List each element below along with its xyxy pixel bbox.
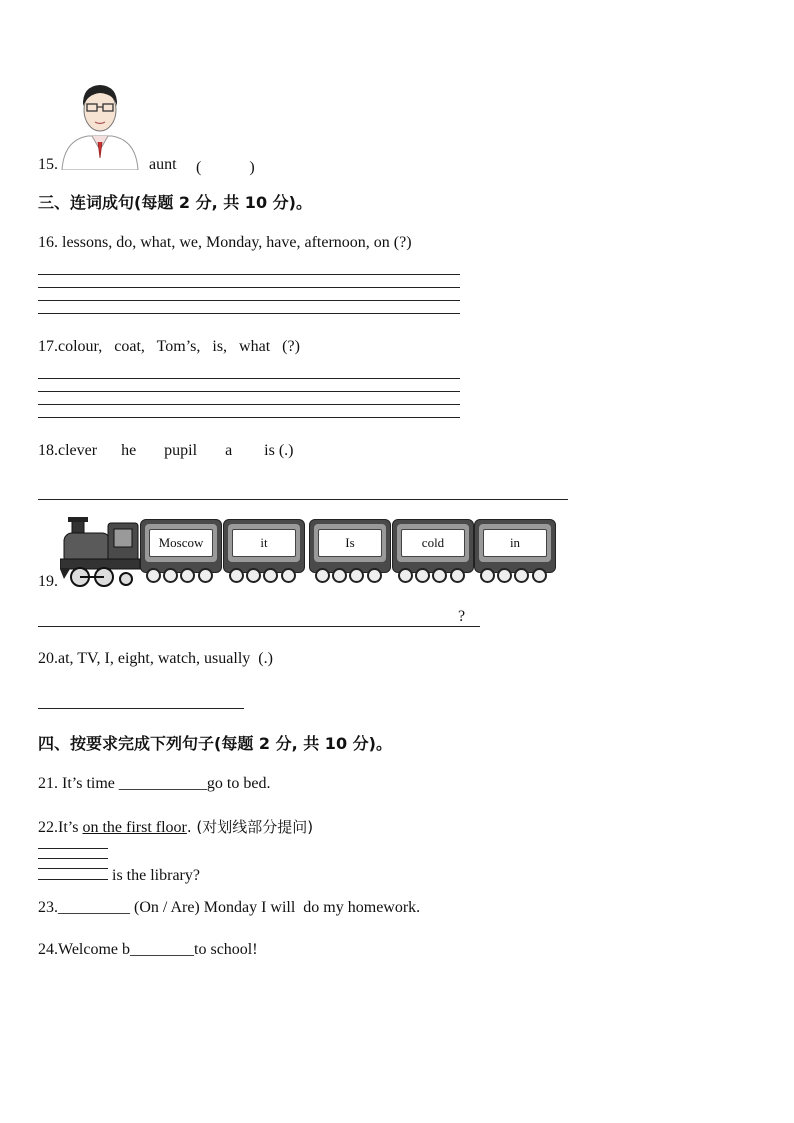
q16-answer-line[interactable] (38, 300, 460, 301)
q16-answer-line[interactable] (38, 274, 460, 275)
q17-answer-line[interactable] (38, 404, 460, 405)
q19-question-mark: ? (458, 608, 466, 625)
q15-answer-paren[interactable]: ( ) (196, 159, 255, 176)
q22-answer-line[interactable] (38, 879, 108, 880)
section-4-title: 四、按要求完成下列句子(每题 2 分, 共 10 分)。 (38, 734, 392, 753)
q21-blank[interactable]: ___________ (118, 775, 207, 792)
q23-text: 23._________ (On / Are) Monday I will do my homework. (38, 899, 421, 916)
q19-answer-line[interactable] (38, 626, 480, 627)
section-3-title: 三、连词成句(每题 2 分, 共 10 分)。 (38, 193, 312, 212)
q20-answer-line[interactable] (38, 708, 244, 709)
train-car-word: in (483, 529, 547, 557)
train-car-word: cold (401, 529, 465, 557)
q19-number: 19. (38, 573, 58, 590)
q17-text: 17.colour, coat, Tom’s, is, what (?) (38, 338, 300, 355)
locomotive-icon (60, 517, 142, 589)
q20-text: 20.at, TV, I, eight, watch, usually (.) (38, 650, 273, 667)
q15-word: aunt (149, 156, 177, 173)
q22-underlined-phrase: on the first floor (82, 819, 187, 836)
q16-text: 16. lessons, do, what, we, Monday, have, afternoon, on (?) (38, 234, 412, 251)
train-car-word: it (232, 529, 296, 557)
q22-answer-line[interactable] (38, 868, 108, 869)
train-car-word: Is (318, 529, 382, 557)
q18-text: 18.clever he pupil a is (.) (38, 442, 294, 459)
q15-number: 15. (38, 156, 58, 173)
q17-answer-line[interactable] (38, 417, 460, 418)
q22-answer-line[interactable] (38, 848, 108, 849)
q17-answer-line[interactable] (38, 378, 460, 379)
q21-text: 21. It’s time ___________go to bed. (38, 775, 271, 792)
q17-answer-line[interactable] (38, 391, 460, 392)
q16-answer-line[interactable] (38, 287, 460, 288)
q23-blank[interactable]: _________ (58, 899, 130, 916)
q22-answer-line[interactable] (38, 858, 108, 859)
q24-text: 24.Welcome b________to school! (38, 941, 258, 958)
q18-answer-line[interactable] (38, 499, 568, 500)
q16-answer-line[interactable] (38, 313, 460, 314)
q24-blank[interactable]: ________ (130, 941, 195, 958)
man-avatar-icon (58, 78, 142, 170)
train-car-word: Moscow (149, 529, 213, 557)
q22-text: 22.It’s on the first floor. (对划线部分提问) (38, 818, 314, 836)
q22-tail: is the library? (108, 867, 200, 884)
